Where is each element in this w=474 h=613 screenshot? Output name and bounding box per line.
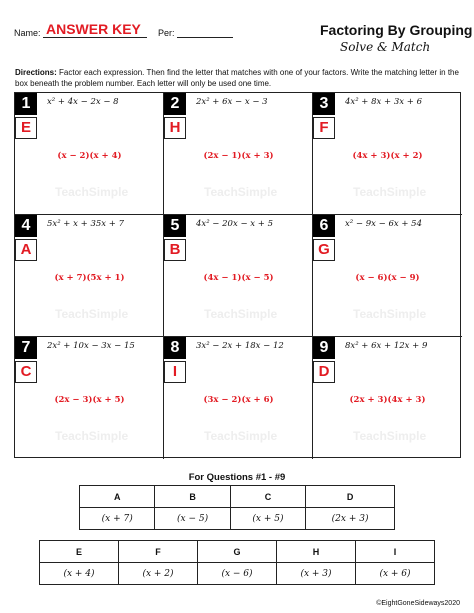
problem-number: 7 — [15, 337, 37, 359]
table-letter: I — [356, 541, 435, 563]
problem-cell — [313, 215, 462, 337]
answer-letter-box[interactable]: G — [313, 239, 335, 261]
table-factor: (x + 3) — [277, 563, 356, 585]
problem-number: 5 — [164, 215, 186, 237]
table-factor: (x − 6) — [198, 563, 277, 585]
problem-cell — [313, 337, 462, 459]
problem-answer: (4x − 1)(x − 5) — [203, 273, 274, 283]
table-letter: D — [306, 486, 395, 508]
answer-key-text: ANSWER KEY — [46, 21, 141, 37]
problem-answer: (x + 7)(5x + 1) — [54, 273, 125, 283]
problem-number: 1 — [15, 93, 37, 115]
table-factor: (2x + 3) — [306, 508, 395, 530]
problem-cell — [164, 93, 313, 215]
table-letter: A — [80, 486, 155, 508]
problem-number: 8 — [164, 337, 186, 359]
problem-number: 4 — [15, 215, 37, 237]
problem-expression: 4x² + 8x + 3x + 6 — [345, 97, 422, 107]
watermark: TeachSimple — [55, 429, 129, 443]
directions-text: Factor each expression. Then find the letter that matches with one of your factors. Write the matching letter in the box beneath the problem number. Each letter will only be used one time. — [15, 68, 459, 88]
problem-expression: 2x² + 6x − x − 3 — [196, 97, 268, 107]
table-factor: (x + 4) — [40, 563, 119, 585]
watermark: TeachSimple — [204, 185, 278, 199]
problem-cell — [15, 337, 164, 459]
table-factor: (x + 7) — [80, 508, 155, 530]
answer-letter-box[interactable]: C — [15, 361, 37, 383]
table-factor: (x + 5) — [230, 508, 305, 530]
answer-letter-box[interactable]: D — [313, 361, 335, 383]
problem-answer: (x − 6)(x − 9) — [355, 273, 420, 283]
answer-table-1 — [79, 485, 395, 530]
page-title: Factoring By Grouping — [320, 22, 473, 38]
problem-grid — [14, 92, 461, 458]
problem-answer: (x − 2)(x + 4) — [57, 151, 122, 161]
name-label: Name: — [14, 28, 41, 38]
problem-number: 3 — [313, 93, 335, 115]
problem-cell — [15, 215, 164, 337]
table-letter: B — [155, 486, 230, 508]
problem-expression: x² + 4x − 2x − 8 — [47, 97, 119, 107]
problem-number: 9 — [313, 337, 335, 359]
problem-answer: (2x − 3)(x + 5) — [54, 395, 125, 405]
per-blank — [177, 27, 233, 38]
watermark: TeachSimple — [353, 185, 427, 199]
problem-expression: 4x² − 20x − x + 5 — [196, 219, 273, 229]
answer-table-2 — [39, 540, 435, 585]
problem-expression: 3x² − 2x + 18x − 12 — [196, 341, 284, 351]
problem-expression: x² − 9x − 6x + 54 — [345, 219, 422, 229]
watermark: TeachSimple — [204, 429, 278, 443]
table-letter: E — [40, 541, 119, 563]
problem-expression: 5x² + x + 35x + 7 — [47, 219, 124, 229]
directions — [15, 67, 460, 89]
table-letter: G — [198, 541, 277, 563]
watermark: TeachSimple — [204, 307, 278, 321]
table-letter: F — [119, 541, 198, 563]
watermark: TeachSimple — [55, 307, 129, 321]
page-subtitle: Solve & Match — [340, 40, 431, 54]
problem-number: 6 — [313, 215, 335, 237]
for-questions-heading: For Questions #1 - #9 — [188, 472, 286, 483]
table-letter: C — [230, 486, 305, 508]
answer-letter-box[interactable]: I — [164, 361, 186, 383]
problem-answer: (2x − 1)(x + 3) — [203, 151, 274, 161]
problem-cell — [15, 93, 164, 215]
watermark: TeachSimple — [353, 307, 427, 321]
per-label: Per: — [158, 28, 175, 38]
problem-answer: (3x − 2)(x + 6) — [203, 395, 274, 405]
answer-letter-box[interactable]: E — [15, 117, 37, 139]
watermark: TeachSimple — [55, 185, 129, 199]
table-factor: (x + 6) — [356, 563, 435, 585]
problem-expression: 2x² + 10x − 3x − 15 — [47, 341, 135, 351]
problem-answer: (4x + 3)(x + 2) — [352, 151, 423, 161]
table-factor: (x − 5) — [155, 508, 230, 530]
per-field — [158, 27, 233, 38]
directions-label: Directions: — [15, 68, 57, 77]
problem-cell — [164, 337, 313, 459]
table-letter: H — [277, 541, 356, 563]
answer-letter-box[interactable]: A — [15, 239, 37, 261]
watermark: TeachSimple — [353, 429, 427, 443]
problem-expression: 8x² + 6x + 12x + 9 — [345, 341, 428, 351]
answer-letter-box[interactable]: B — [164, 239, 186, 261]
problem-answer: (2x + 3)(4x + 3) — [349, 395, 426, 405]
answer-letter-box[interactable]: F — [313, 117, 335, 139]
answer-letter-box[interactable]: H — [164, 117, 186, 139]
copyright-footer: ©EightGoneSideways2020 — [376, 600, 460, 607]
table-factor: (x + 2) — [119, 563, 198, 585]
problem-cell — [313, 93, 462, 215]
problem-cell — [164, 215, 313, 337]
problem-number: 2 — [164, 93, 186, 115]
